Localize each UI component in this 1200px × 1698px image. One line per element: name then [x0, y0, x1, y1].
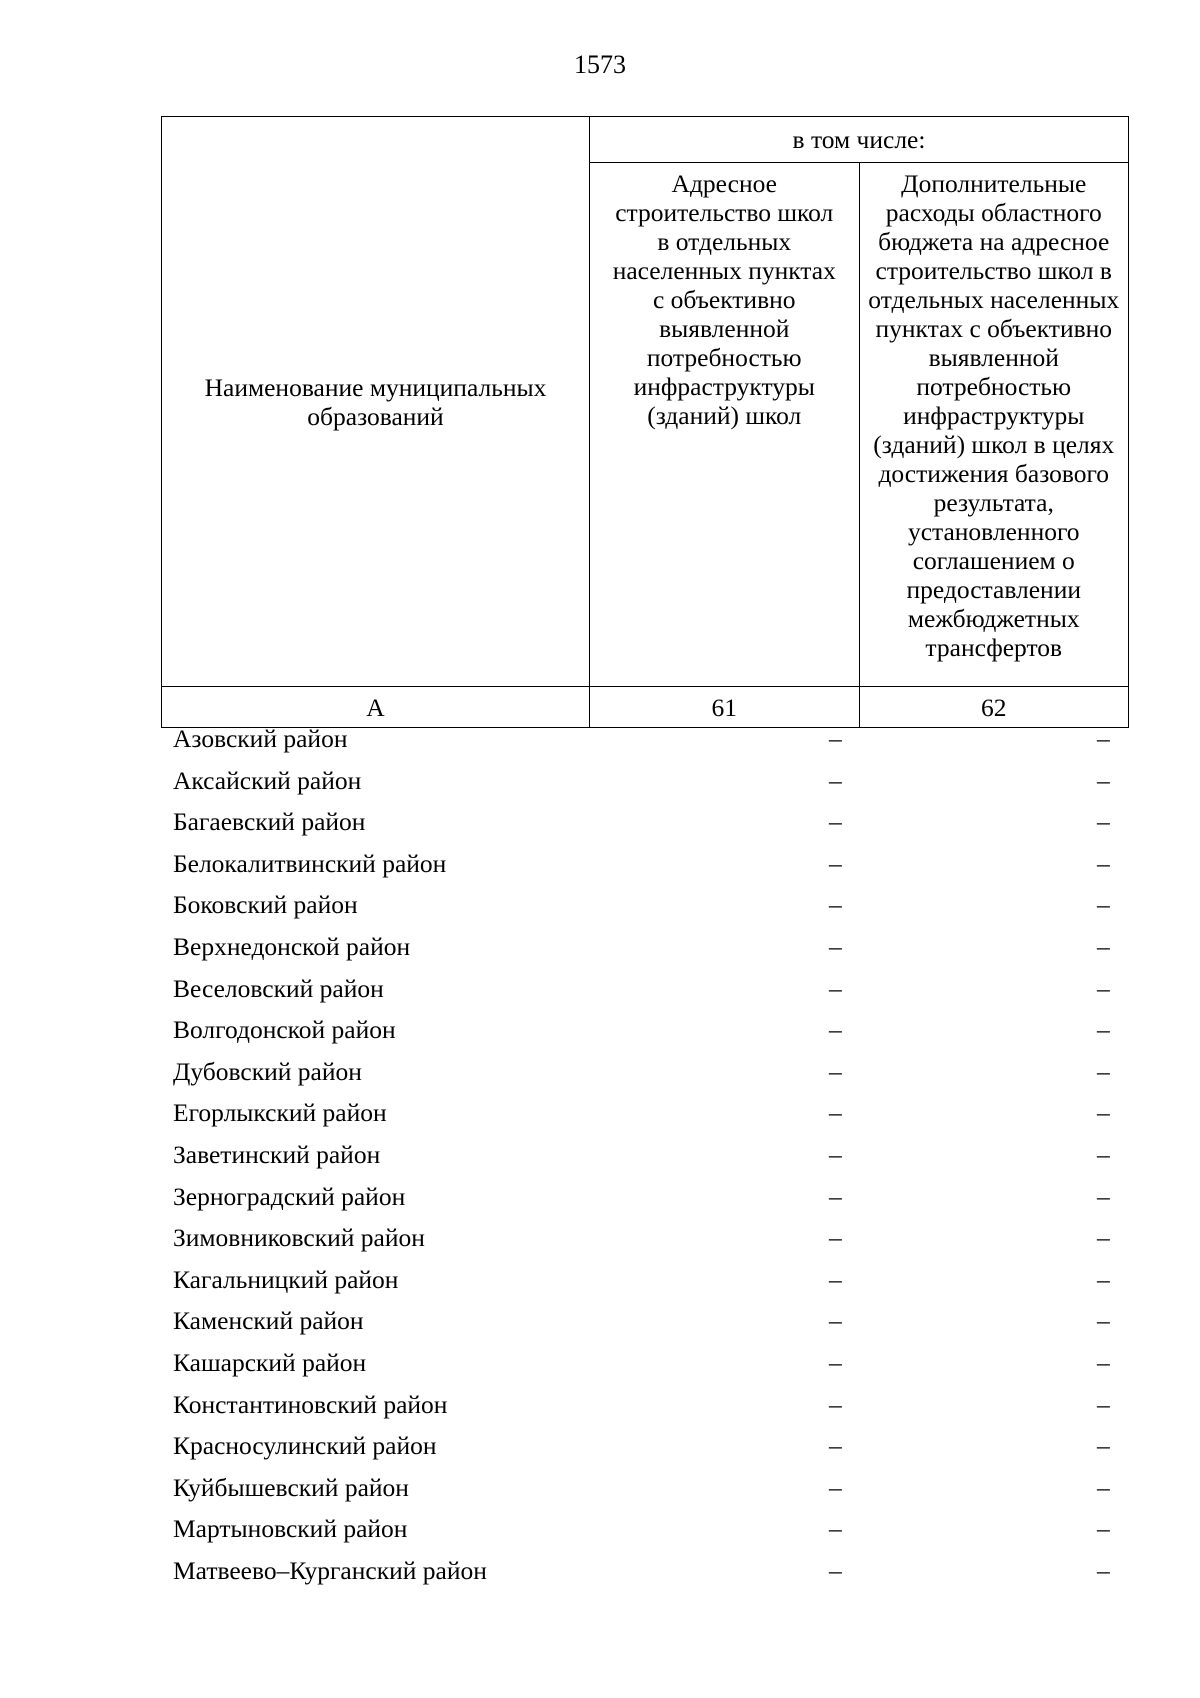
municipality-name: Волгодонской район [173, 1015, 396, 1045]
value-col-62: – [1097, 807, 1110, 837]
value-col-62: – [1097, 1181, 1110, 1211]
value-col-62: – [1097, 1306, 1110, 1336]
table-row [161, 1425, 1129, 1467]
table-row [161, 1342, 1129, 1384]
value-col-62: – [1097, 931, 1110, 961]
table-row [161, 760, 1129, 802]
municipality-name: Азовский район [173, 724, 348, 753]
table-body [161, 718, 1129, 1591]
municipality-name: Каменский район [173, 1306, 364, 1336]
table-row [161, 1134, 1129, 1176]
table-row [161, 1051, 1129, 1093]
name-column-header-text: Наименование муниципальных образований [204, 372, 547, 431]
table-row [161, 718, 1129, 760]
table-row [161, 1217, 1129, 1259]
value-col-61: – [829, 1306, 842, 1336]
value-col-62: – [1097, 1015, 1110, 1045]
index-cell-a: А [162, 687, 590, 728]
municipality-name: Аксайский район [173, 765, 362, 795]
value-col-62: – [1097, 1223, 1110, 1253]
value-col-62: – [1097, 1555, 1110, 1585]
value-col-61: – [829, 1431, 842, 1461]
value-col-62: – [1097, 848, 1110, 878]
value-col-61: – [829, 1056, 842, 1086]
municipality-name: Верхнедонской район [173, 931, 411, 961]
value-col-61: – [829, 931, 842, 961]
municipality-name: Мартыновский район [173, 1514, 408, 1544]
municipality-name: Дубовский район [173, 1056, 362, 1086]
value-col-61: – [829, 973, 842, 1003]
column-61-header-text: Адресное строительство школ в отдельных населенных пунктах с объективно выявленной потребностью инфраструктуры (зданий) школ [612, 169, 836, 430]
municipality-name: Боковский район [173, 890, 358, 920]
municipality-name: Матвеево–Курганский район [173, 1555, 487, 1585]
municipality-name: Кашарский район [173, 1347, 367, 1377]
value-col-61: – [829, 1555, 842, 1585]
index-cell-61: 61 [590, 687, 860, 728]
table-row [161, 1009, 1129, 1051]
subtitle-header: в том числе: [590, 117, 1129, 163]
table-row [161, 1092, 1129, 1134]
value-col-61: – [829, 1181, 842, 1211]
municipality-name: Багаевский район [173, 807, 366, 837]
value-col-61: – [829, 1472, 842, 1502]
municipality-name: Куйбышевский район [173, 1472, 409, 1502]
value-col-61: – [829, 890, 842, 920]
table-row [161, 1300, 1129, 1342]
column-61-header [590, 163, 860, 687]
value-col-62: – [1097, 890, 1110, 920]
value-col-62: – [1097, 1347, 1110, 1377]
table-row [161, 1550, 1129, 1592]
value-col-62: – [1097, 724, 1110, 753]
name-column-header [162, 117, 590, 687]
value-col-61: – [829, 724, 842, 753]
page-number: 1573 [574, 50, 626, 79]
table-row [161, 1467, 1129, 1509]
table-row [161, 1259, 1129, 1301]
municipality-name: Белокалитвинский район [173, 848, 447, 878]
column-62-header [859, 163, 1129, 687]
value-col-61: – [829, 765, 842, 795]
value-col-61: – [829, 1514, 842, 1544]
index-cell-62: 62 [859, 687, 1129, 728]
table-row [161, 968, 1129, 1010]
municipality-name: Веселовский район [173, 973, 384, 1003]
value-col-62: – [1097, 765, 1110, 795]
value-col-62: – [1097, 1098, 1110, 1128]
table-row [161, 1176, 1129, 1218]
value-col-62: – [1097, 1389, 1110, 1419]
value-col-61: – [829, 807, 842, 837]
value-col-62: – [1097, 1139, 1110, 1169]
value-col-62: – [1097, 1514, 1110, 1544]
column-62-header-text: Дополнительные расходы областного бюджета на адресное строительство школ в отдельных населенных пунктах с объективно выявленной потребностью инфраструктуры (зданий) школ в целях достижения базового результата, установленного соглашением о предоставлении межбюджетных трансфертов [868, 169, 1120, 662]
value-col-61: – [829, 1015, 842, 1045]
value-col-61: – [829, 1389, 842, 1419]
value-col-61: – [829, 1347, 842, 1377]
table-row [161, 926, 1129, 968]
value-col-61: – [829, 1223, 842, 1253]
municipality-name: Егорлыкский район [173, 1098, 387, 1128]
table-row [161, 843, 1129, 885]
table-row [161, 884, 1129, 926]
value-col-62: – [1097, 1472, 1110, 1502]
municipality-name: Зерноградский район [173, 1181, 406, 1211]
table-row [161, 801, 1129, 843]
municipality-name: Кагальницкий район [173, 1264, 399, 1294]
value-col-61: – [829, 1264, 842, 1294]
table-header [161, 116, 1129, 728]
value-col-61: – [829, 1098, 842, 1128]
value-col-61: – [829, 848, 842, 878]
municipality-name: Заветинский район [173, 1139, 381, 1169]
municipality-name: Красносулинский район [173, 1431, 437, 1461]
table-row [161, 1508, 1129, 1550]
value-col-62: – [1097, 1264, 1110, 1294]
table-row [161, 1384, 1129, 1426]
value-col-61: – [829, 1139, 842, 1169]
value-col-62: – [1097, 1431, 1110, 1461]
value-col-62: – [1097, 973, 1110, 1003]
municipality-name: Константиновский район [173, 1389, 448, 1419]
value-col-62: – [1097, 1056, 1110, 1086]
municipality-name: Зимовниковский район [173, 1223, 425, 1253]
